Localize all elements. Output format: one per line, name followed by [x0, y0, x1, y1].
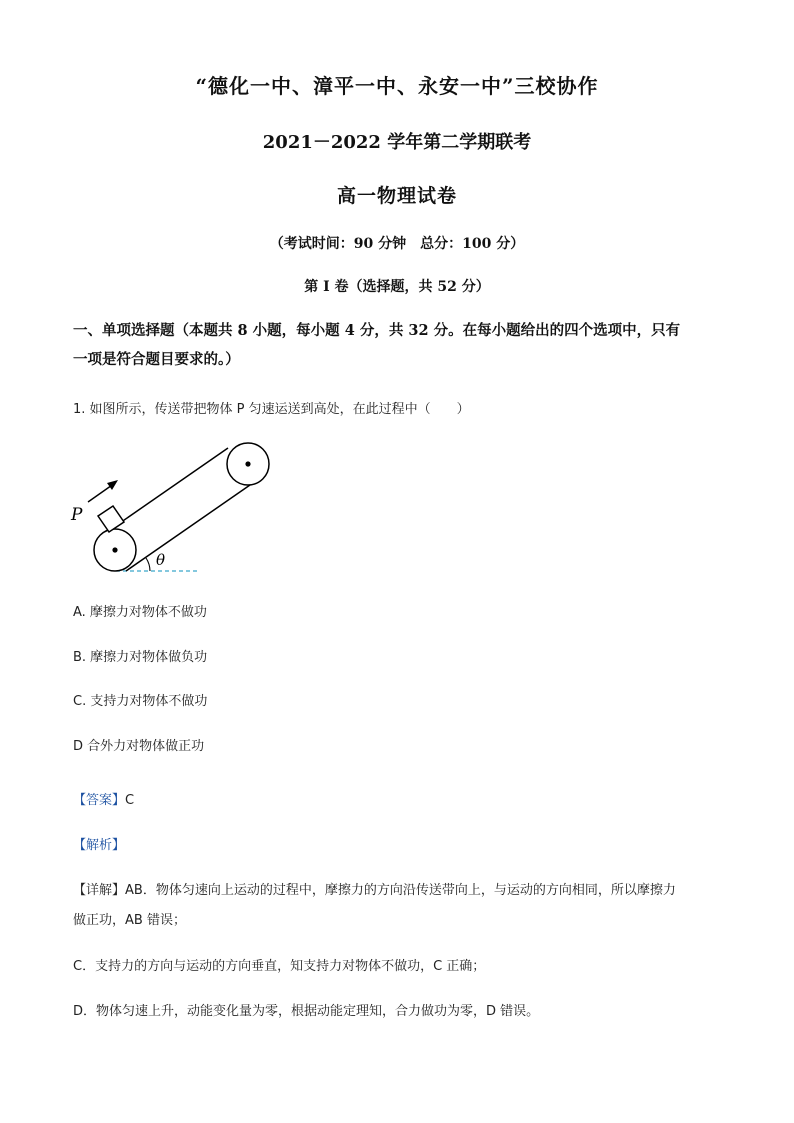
conveyor-belt-figure [66, 430, 286, 580]
belt-lower-line [126, 485, 250, 571]
option-b: B. 摩擦力对物体做负功 [73, 650, 208, 665]
question-stem: 1. 如图所示，传送带把物体 P 匀速运送到高处，在此过程中（ ） [73, 402, 470, 417]
school-title: “德化一中、漳平一中、永安一中”三校协作 [195, 74, 599, 98]
object-label: P [71, 505, 83, 525]
detail-line-4: D．物体匀速上升，动能变化量为零，根据动能定理知，合力做功为零，D 错误。 [73, 1004, 540, 1019]
option-a: A. 摩擦力对物体不做功 [73, 605, 207, 620]
answer-line [73, 789, 134, 808]
angle-label: θ [156, 551, 166, 569]
answer-value: C [125, 793, 135, 808]
answer-tag: 【答案】 [73, 793, 126, 808]
angle-arc [146, 558, 150, 571]
analysis-tag: 【解析】 [73, 838, 126, 853]
section-heading-line2: 一项是符合题目要求的。） [73, 351, 240, 368]
analysis-line [73, 834, 125, 853]
detail-line-2: 做正功，AB 错误； [73, 913, 186, 928]
upper-pulley-axle [245, 461, 250, 466]
detail-text-1: AB．物体匀速向上运动的过程中，摩擦力的方向沿传送带向上，与运动的方向相同，所以摩擦力 [125, 883, 676, 898]
detail-line-1 [73, 879, 676, 898]
exam-subject: 高一物理试卷 [336, 185, 457, 207]
motion-arrowhead [107, 480, 118, 490]
lower-pulley-axle [112, 547, 117, 552]
option-c: C. 支持力对物体不做功 [73, 694, 208, 709]
exam-term: 2021－2022 学年第二学期联考 [262, 132, 532, 153]
detail-line-3: C．支持力的方向与运动的方向垂直，知支持力对物体不做功，C 正确； [73, 959, 486, 974]
section-heading-line1: 一、单项选择题（本题共 8 小题，每小题 4 分，共 32 分。在每小题给出的四个选项中，只有 [73, 322, 681, 339]
object-box [98, 506, 124, 532]
option-d: D 合外力对物体做正功 [73, 739, 205, 754]
exam-info: （考试时间：90 分钟 总分：100 分） [269, 236, 525, 252]
detail-tag: 【详解】 [73, 883, 126, 898]
part-title: 第 I 卷（选择题，共 52 分） [304, 279, 490, 295]
